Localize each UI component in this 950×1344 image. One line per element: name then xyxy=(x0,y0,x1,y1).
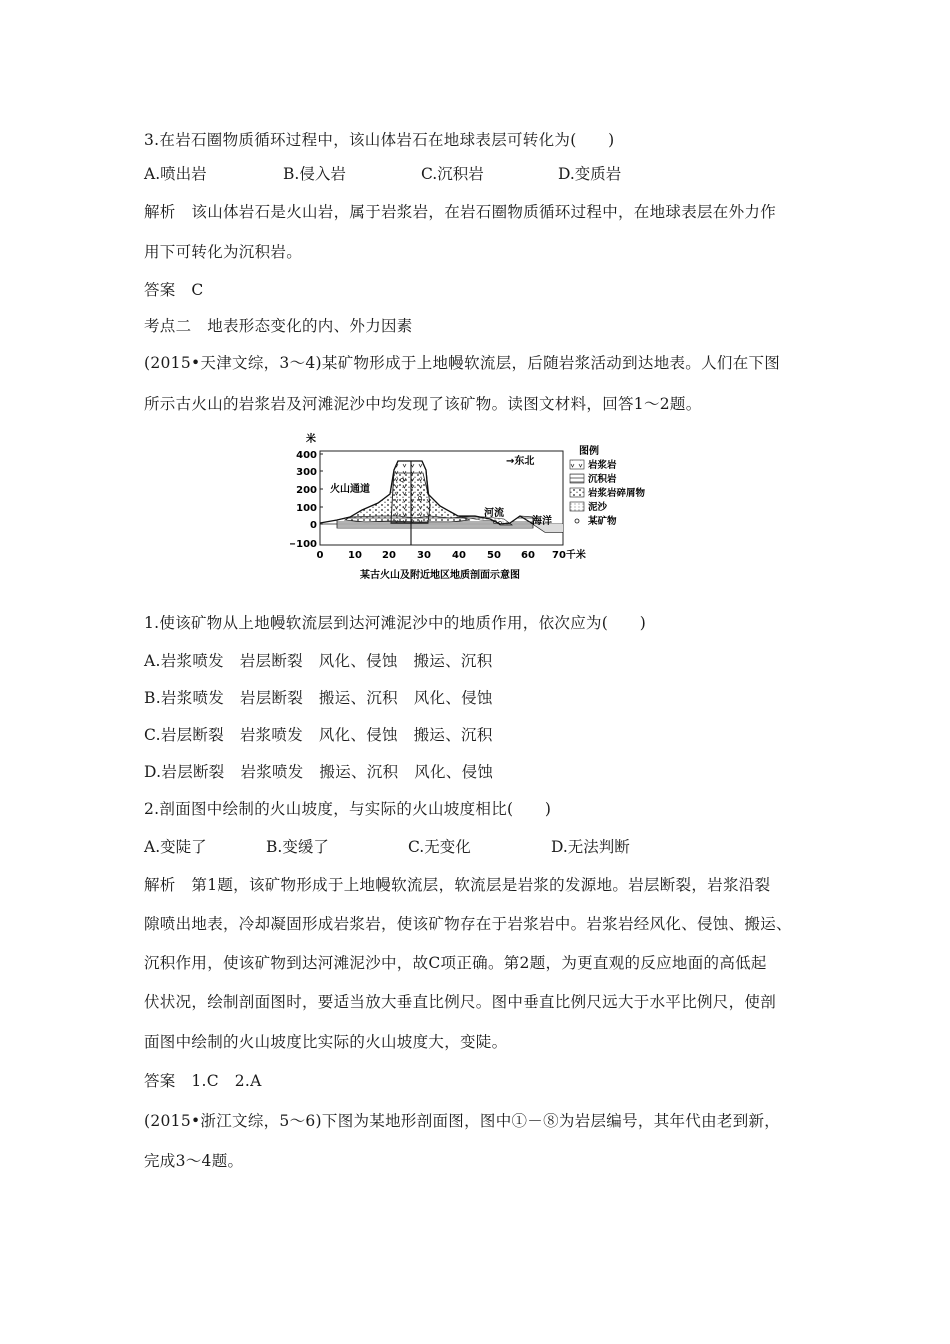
legend-swatch-sedimentary xyxy=(570,474,584,483)
legend-label: 岩浆岩 xyxy=(588,460,617,471)
legend-label: 岩浆岩碎屑物 xyxy=(588,488,646,499)
intro2-line-2: 完成3～4题。 xyxy=(144,1152,244,1170)
q1-stem: 1.使该矿物从上地幔软流层到达河滩泥沙中的地质作用，依次应为( ) xyxy=(144,614,647,632)
legend-swatch-mud xyxy=(570,502,584,511)
legend-label: 某矿物 xyxy=(588,516,617,527)
y-tick-label: −100 xyxy=(290,539,317,550)
geologic-profile-diagram xyxy=(290,428,670,588)
q2-options xyxy=(144,836,784,858)
intro-line-2: 所示古火山的岩浆岩及河滩泥沙中均发现了该矿物。读图文材料，回答1～2题。 xyxy=(144,395,702,413)
y-tick-label: 0 xyxy=(310,520,317,531)
q3-analysis-line-1: 解析 该山体岩石是火山岩，属于岩浆岩，在岩石圈物质循环过程中，在地球表层在外力作 xyxy=(144,203,777,221)
intro-line-1: (2015•天津文综，3～4)某矿物形成于上地幔软流层，后随岩浆活动到达地表。人们在下图 xyxy=(144,354,781,372)
q2-option-b: B.变缓了 xyxy=(266,838,329,856)
analysis-line-2: 隙喷出地表，冷却凝固形成岩浆岩，使该矿物存在于岩浆岩中。岩浆岩经风化、侵蚀、搬运、 xyxy=(144,915,792,933)
y-axis-ticks xyxy=(290,450,323,550)
q3-answer: 答案 C xyxy=(144,281,204,299)
x-tick-label: 30 xyxy=(417,550,431,561)
answer-line: 答案 1.C 2.A xyxy=(144,1072,262,1090)
q3-option-b: B.侵入岩 xyxy=(283,165,346,183)
q3-option-a: A.喷出岩 xyxy=(144,165,207,183)
geologic-profile-figure xyxy=(290,428,670,588)
section-title: 考点二 地表形态变化的内、外力因素 xyxy=(144,317,413,335)
q2-stem: 2.剖面图中绘制的火山坡度，与实际的火山坡度相比( ) xyxy=(144,800,552,818)
direction-label: →东北 xyxy=(506,456,535,467)
analysis-line-4: 伏状况，绘制剖面图时，要适当放大垂直比例尺。图中垂直比例尺远大于水平比例尺，使剖 xyxy=(144,993,777,1011)
q3-options xyxy=(144,163,784,185)
ocean-label: 海洋 xyxy=(532,516,552,527)
figure-caption: 某古火山及附近地区地质剖面示意图 xyxy=(360,570,520,581)
legend-swatch-magmatic xyxy=(570,460,584,469)
legend-swatch-mineral xyxy=(575,519,579,523)
y-tick-label: 200 xyxy=(296,485,317,496)
q2-option-d: D.无法判断 xyxy=(551,838,630,856)
q2-option-a: A.变陡了 xyxy=(144,838,207,856)
analysis-line-5: 面图中绘制的火山坡度比实际的火山坡度大，变陡。 xyxy=(144,1033,508,1051)
x-tick-label: 0 xyxy=(316,550,324,561)
y-axis-unit: 米 xyxy=(306,434,316,445)
river-label: 河流 xyxy=(484,508,504,519)
legend-label: 泥沙 xyxy=(588,502,608,513)
q1-option-b: B.岩浆喷发 岩层断裂 搬运、沉积 风化、侵蚀 xyxy=(144,689,493,707)
q3-stem: 3.在岩石圈物质循环过程中，该山体岩石在地球表层可转化为( ) xyxy=(144,131,615,149)
q3-analysis-line-2: 用下可转化为沉积岩。 xyxy=(144,243,303,261)
x-tick-label: 50 xyxy=(487,550,501,561)
y-tick-label: 100 xyxy=(296,503,317,514)
q2-option-c: C.无变化 xyxy=(408,838,471,856)
intro2-line-1: (2015•浙江文综，5～6)下图为某地形剖面图，图中①－⑧为岩层编号，其年代由老到新， xyxy=(144,1112,781,1130)
y-tick-label: 300 xyxy=(296,467,317,478)
x-tick-label: 70千米 xyxy=(552,550,586,561)
x-tick-label: 40 xyxy=(452,550,466,561)
x-tick-label: 20 xyxy=(382,550,396,561)
legend-title: 图例 xyxy=(579,446,599,457)
x-tick-label: 60 xyxy=(521,550,535,561)
q1-option-c: C.岩层断裂 岩浆喷发 风化、侵蚀 搬运、沉积 xyxy=(144,726,493,744)
analysis-line-3: 沉积作用，使该矿物到达河滩泥沙中，故C项正确。第2题，为更直观的反应地面的高低起 xyxy=(144,954,767,972)
legend-swatch-debris xyxy=(570,488,584,497)
q3-option-d: D.变质岩 xyxy=(558,165,622,183)
legend xyxy=(570,444,646,527)
analysis-line-1: 解析 第1题，该矿物形成于上地幔软流层，软流层是岩浆的发源地。岩层断裂，岩浆沿裂 xyxy=(144,876,771,894)
q3-option-c: C.沉积岩 xyxy=(421,165,484,183)
q1-option-a: A.岩浆喷发 岩层断裂 风化、侵蚀 搬运、沉积 xyxy=(144,652,493,670)
x-tick-label: 10 xyxy=(348,550,362,561)
q1-option-d: D.岩层断裂 岩浆喷发 搬运、沉积 风化、侵蚀 xyxy=(144,763,494,781)
legend-label: 沉积岩 xyxy=(588,474,617,485)
y-tick-label: 400 xyxy=(296,450,317,461)
volcano-channel-label: 火山通道 xyxy=(330,484,370,495)
x-axis-ticks xyxy=(317,548,586,561)
